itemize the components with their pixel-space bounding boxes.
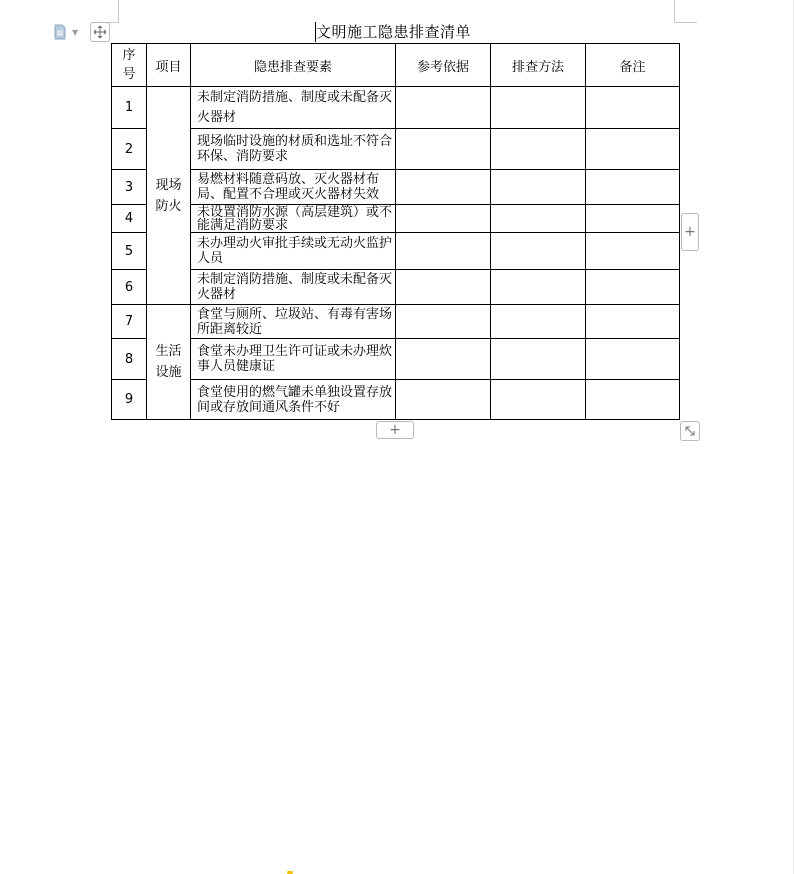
row-item[interactable]: 未制定消防措施、制度或未配备灭火器材 xyxy=(191,270,396,305)
document-icon[interactable] xyxy=(52,24,68,40)
row-basis[interactable] xyxy=(396,270,491,305)
row-item[interactable]: 未制定消防措施、制度或未配备灭火器材 xyxy=(191,87,396,129)
category-living[interactable] xyxy=(147,305,191,420)
row-remark[interactable] xyxy=(586,305,680,339)
table-row xyxy=(112,87,680,129)
row-method[interactable] xyxy=(491,339,586,380)
table-row xyxy=(112,305,680,339)
header-basis[interactable]: 参考依据 xyxy=(396,44,491,87)
row-basis[interactable] xyxy=(396,233,491,270)
row-method[interactable] xyxy=(491,170,586,205)
row-remark[interactable] xyxy=(586,380,680,420)
header-remark[interactable]: 备注 xyxy=(586,44,680,87)
category-fire[interactable] xyxy=(147,87,191,305)
row-seq[interactable]: 5 xyxy=(112,233,147,270)
row-item[interactable]: 未设置消防水源（高层建筑）或不能满足消防要求 xyxy=(191,205,396,233)
row-basis[interactable] xyxy=(396,170,491,205)
page-corner-marker-left xyxy=(96,0,119,23)
hazard-checklist-table[interactable] xyxy=(111,43,680,420)
category-fire-label: 现场 防火 xyxy=(155,177,182,214)
row-method[interactable] xyxy=(491,305,586,339)
table-header-row xyxy=(112,44,680,87)
row-item[interactable]: 未办理动火审批手续或无动火监护人员 xyxy=(191,233,396,270)
row-item[interactable]: 现场临时设施的材质和选址不符合环保、消防要求 xyxy=(191,129,396,170)
row-item[interactable]: 食堂未办理卫生许可证或未办理炊事人员健康证 xyxy=(191,339,396,380)
row-method[interactable] xyxy=(491,233,586,270)
row-item[interactable]: 食堂与厕所、垃圾站、有毒有害场所距离较近 xyxy=(191,305,396,339)
row-remark[interactable] xyxy=(586,129,680,170)
add-column-button[interactable]: + xyxy=(681,213,699,251)
chevron-down-icon[interactable]: ▼ xyxy=(72,28,79,37)
table-row xyxy=(112,170,680,205)
row-basis[interactable] xyxy=(396,339,491,380)
category-living-label: 生活 设施 xyxy=(155,344,182,380)
row-seq[interactable]: 3 xyxy=(112,170,147,205)
row-method[interactable] xyxy=(491,270,586,305)
row-remark[interactable] xyxy=(586,270,680,305)
table-row xyxy=(112,205,680,233)
row-basis[interactable] xyxy=(396,380,491,420)
table-row xyxy=(112,129,680,170)
document-title[interactable]: 文明施工隐患排查清单 xyxy=(316,23,472,41)
resize-icon xyxy=(684,425,696,437)
header-seq-label: 序 号 xyxy=(122,48,136,82)
header-item[interactable]: 隐患排查要素 xyxy=(191,44,396,87)
row-item[interactable]: 食堂使用的燃气罐未单独设置存放间或存放间通风条件不好 xyxy=(191,380,396,420)
row-basis[interactable] xyxy=(396,205,491,233)
row-seq[interactable]: 2 xyxy=(112,129,147,170)
row-basis[interactable] xyxy=(396,305,491,339)
row-method[interactable] xyxy=(491,87,586,129)
row-remark[interactable] xyxy=(586,233,680,270)
row-method[interactable] xyxy=(491,205,586,233)
table-row xyxy=(112,380,680,420)
row-basis[interactable] xyxy=(396,87,491,129)
row-remark[interactable] xyxy=(586,170,680,205)
row-remark[interactable] xyxy=(586,87,680,129)
table-row xyxy=(112,339,680,380)
add-row-button[interactable]: + xyxy=(376,421,414,439)
row-seq[interactable]: 9 xyxy=(112,380,147,420)
header-method[interactable]: 排查方法 xyxy=(491,44,586,87)
row-seq[interactable]: 1 xyxy=(112,87,147,129)
table-move-handle[interactable] xyxy=(90,22,110,42)
row-item[interactable]: 易燃材料随意码放、灭火器材布局、配置不合理或灭火器材失效 xyxy=(191,170,396,205)
table-row xyxy=(112,233,680,270)
move-icon xyxy=(93,25,107,39)
row-seq[interactable]: 6 xyxy=(112,270,147,305)
row-basis[interactable] xyxy=(396,129,491,170)
row-method[interactable] xyxy=(491,380,586,420)
page-corner-marker-right xyxy=(674,0,697,23)
row-remark[interactable] xyxy=(586,205,680,233)
row-seq[interactable]: 8 xyxy=(112,339,147,380)
header-seq[interactable] xyxy=(112,44,147,87)
row-method[interactable] xyxy=(491,129,586,170)
row-remark[interactable] xyxy=(586,339,680,380)
table-resize-handle[interactable] xyxy=(680,421,700,441)
row-seq[interactable]: 7 xyxy=(112,305,147,339)
header-category[interactable]: 项目 xyxy=(147,44,191,87)
table-row xyxy=(112,270,680,305)
row-seq[interactable]: 4 xyxy=(112,205,147,233)
